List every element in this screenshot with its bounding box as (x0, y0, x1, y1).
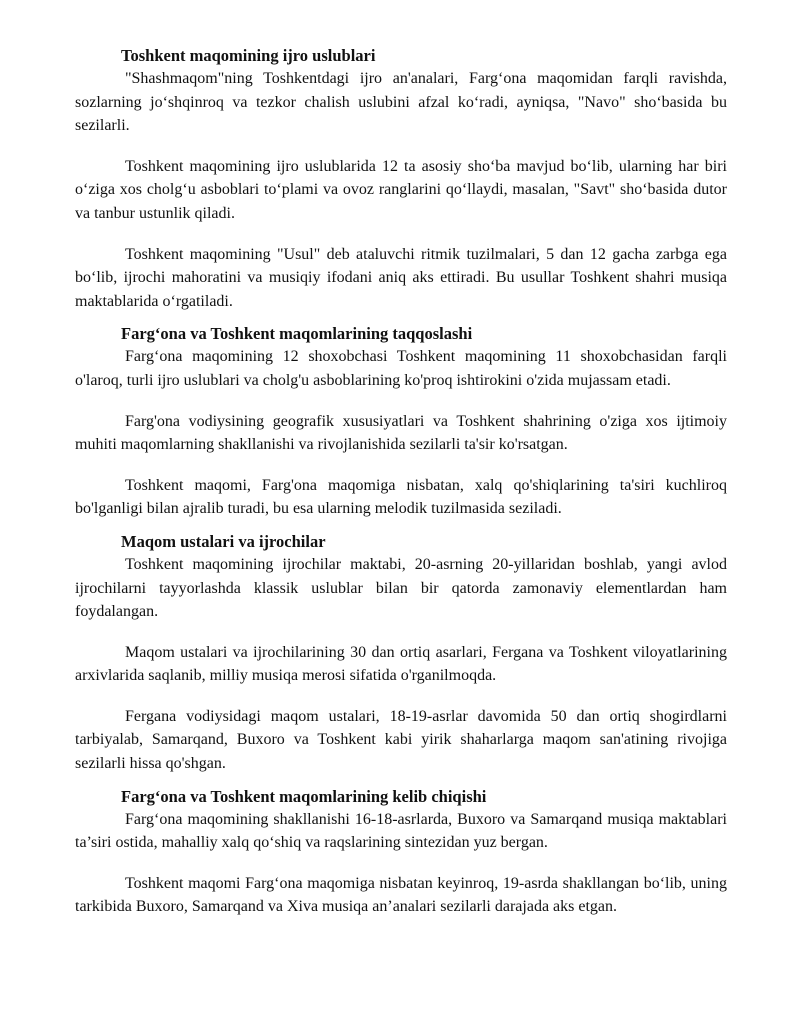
paragraph: Toshkent maqomining ijrochilar maktabi, 20-asrning 20-yillaridan boshlab, yangi avlod ijrochilarni tayyorlashda klassik uslublar bilan bir qatorda zamonaviy elementlardan ham foydalangan. (75, 555, 727, 621)
paragraph: "Shashmaqom"ning Toshkentdagi ijro an'analari, Farg‘ona maqomidan farqli ravishda, sozlarning jo‘shqinroq va tezkor chalish uslubini afzal ko‘radi, ayniqsa, "Navo" sho‘basida bu sezilarli. (75, 70, 727, 135)
section-heading: Maqom ustalari va ijrochilar (121, 531, 326, 551)
paragraph: Farg'ona vodiysining geografik xususiyatlari va Toshkent shahrining o'ziga xos ijtimoiy muhiti maqomlarning shakllanishi va rivojlanishida sezilarli ta'sir ko'rsatgan. (75, 412, 727, 454)
paragraph: Toshkent maqomining "Usul" deb ataluvchi ritmik tuzilmalari, 5 dan 12 gacha zarbga ega bo‘lib, ijrochi mahoratini va musiqiy ifodani aniq aks ettiradi. Bu usullar Toshkent shahri musiqa maktablarida o‘rgatiladi. (75, 245, 727, 310)
section-ijro-uslublari (75, 44, 727, 313)
paragraph: Farg‘ona maqomining shakllanishi 16-18-asrlarda, Buxoro va Samarqand musiqa maktablari ta’siri ostida, mahalliy xalq qo‘shiq va raqslarining sintezidan yuz bergan. (75, 810, 727, 852)
paragraph: Toshkent maqomining ijro uslublarida 12 ta asosiy sho‘ba mavjud bo‘lib, ularning har biri o‘ziga xos cholg‘u asboblari to‘plami va ovoz ranglarini qo‘llaydi, masalan, "Savt" sho‘basida dutor va tanbur ustunlik qiladi. (75, 157, 727, 222)
paragraph: Fergana vodiysidagi maqom ustalari, 18-19-asrlar davomida 50 dan ortiq shogirdlarni tarbiyalab, Samarqand, Buxoro va Toshkent kabi yirik shaharlarga maqom san'atining rivojiga sezilarli hissa qo'shgan. (75, 707, 727, 773)
section-taqqoslash (75, 322, 727, 521)
section-kelib-chiqishi (75, 785, 727, 919)
section-ustalar (75, 530, 727, 776)
paragraph: Toshkent maqomi, Farg'ona maqomiga nisbatan, xalq qo'shiqlarining ta'siri kuchliroq bo'lganligi bilan ajralib turadi, bu esa ularning melodik tuzilmasida seziladi. (75, 476, 727, 518)
paragraph: Farg‘ona maqomining 12 shoxobchasi Toshkent maqomining 11 shoxobchasidan farqli o'laroq, turli ijro uslublari va cholg'u asboblarining ko'proq ishtirokini o'zida mujassam etadi. (75, 348, 727, 389)
section-heading: Toshkent maqomining ijro uslublari (121, 46, 376, 65)
paragraph: Toshkent maqomi Farg‘ona maqomiga nisbatan keyinroq, 19-asrda shakllangan bo‘lib, uning tarkibida Buxoro, Samarqand va Xiva musiqa an’analari sezilarli darajada aks etgan. (75, 874, 727, 916)
section-heading: Farg‘ona va Toshkent maqomlarining taqqoslashi (121, 324, 473, 344)
section-heading: Farg‘ona va Toshkent maqomlarining kelib chiqishi (121, 786, 487, 806)
paragraph: Maqom ustalari va ijrochilarining 30 dan ortiq asarlari, Fergana va Toshkent viloyatlarining arxivlarida saqlanib, milliy musiqa merosi sifatida o'rganilmoqda. (75, 643, 727, 685)
document-page (75, 44, 727, 919)
